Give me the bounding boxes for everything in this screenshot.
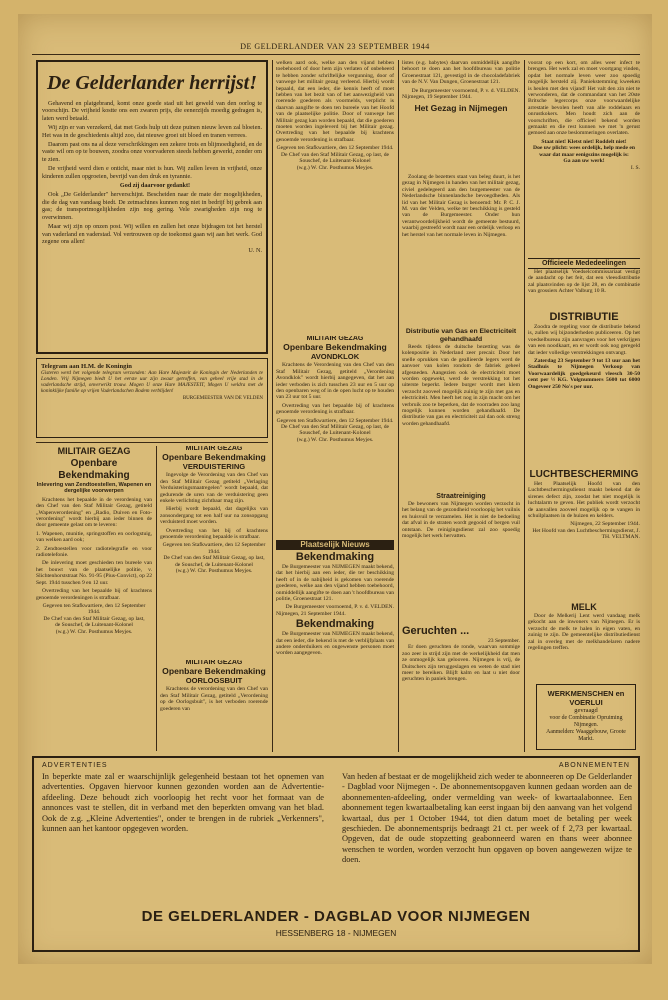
verduistering-rank: de Souschef, de Luitenant-Kolonel	[175, 561, 253, 568]
avondklok-column	[276, 336, 394, 536]
oorlogsbuit-label: MILITAIR GEZAG	[185, 660, 243, 666]
officieel-column	[528, 258, 640, 306]
avondklok-body: Krachtens de Verordening van den Chef van den Staf Militair Gezag, getiteld „Verordening Avondklok" wordt hierbij aangegeven, dat het aan ieder verboden is zich tusschen 23 uur en 5 uur op den openbaren weg of in de open lucht op te houden van 23 uur tot 5 uur.	[276, 362, 394, 401]
plaatselijk-column	[276, 540, 394, 752]
plaatselijk-headline2: Bekendmaking	[295, 618, 375, 631]
lucht-date: Nijmegen, 22 September 1944.	[570, 521, 640, 528]
masthead-rule	[32, 54, 640, 55]
right2-sign: I. S.	[630, 164, 640, 171]
avondklok-sub: AVONDKLOK	[310, 352, 360, 362]
distributie-column	[528, 310, 640, 464]
militair-body: Krachtens het bepaalde in de verordening van den Chef van den Staf Militair Gezag, getiteld „Wapenverordening" en „Radio, Duiven en Foto-verordening" wordt hierbij aan ieder binnen de door gemeente gelast om te leveren:	[36, 496, 152, 529]
telegram-sign: BURGEMEESTER VAN DE VELDEN	[182, 396, 263, 401]
militair-item: 2. Zendtoestellen voor radiotelegrafie en voor radiotelefonie.	[36, 545, 152, 559]
lead-paragraph: Daarom past ons na al deze verschrikkingen een zekere trots en blijmoedigheid, en de vaste wil om op te bouwen, zoodra onze voorvaderen steeds hebben gewerkt, zonder om te zien.	[42, 141, 262, 163]
melk-column	[528, 602, 640, 680]
avondklok-headline: Openbare Bekendmaking	[283, 342, 387, 353]
lucht-body: Het Plaatselijk Hoofd van den Luchtbeschermingsdienst maakt bekend dat de sirenes defect zijn, zoodat het niet mogelijk is luchtalarm te geven. Het publiek wordt verzocht de aanvallen zooveel mogelijk op te vangen in schuilplaatsen in de huizen en kelders.	[528, 481, 640, 520]
verduistering-sub: VERDUISTERING	[182, 462, 246, 472]
oorlogsbuit-body: Krachtens de verordening van den Chef van den Staf Militair Gezag, getiteld „Verordening op de Oorlogsbuit", is het verboden roerende goederen van	[160, 686, 268, 712]
mid-column	[276, 60, 394, 332]
militair-body3: Overtreding van het bepaalde bij of krachtens genoemde verordeningen is strafbaar.	[36, 588, 152, 601]
avondklok-label: MILITAIR GEZAG	[306, 336, 364, 342]
lucht-title: LUCHTBESCHERMING	[529, 469, 639, 480]
militair-name: (w.g.) W. Chr. Posthumus Meyjes.	[55, 628, 133, 635]
gas-column	[402, 328, 520, 488]
right2-column	[528, 60, 640, 254]
right2-quote1: Staat niet! Kletst niet! Roddelt niet!	[541, 138, 627, 145]
oorlogsbuit-sub: OORLOGSBUIT	[185, 676, 243, 686]
lead-body	[42, 100, 262, 255]
militair-body2: De inlevering moet geschieden ten bureele van het bouwt van de plaatselijke politie, v. Slichtenhorststraat No. 91-95 (Pius-Convict), op 22 Sept. 1944 tusschen 9 en 12 uur.	[36, 560, 152, 586]
lead-title: De Gelderlander herrijst!	[47, 72, 257, 94]
mid-body: welken aard ook, welke aan den vijand hebben toebehoord of door hem zijn verlaten of onbeheerd te hebben zonder schriftelijke vergunning, door of vanwege het militair gezag verleend. Hierbij wordt bepaald, dat een ieder, die kennis heeft of moet hebben van het bezit van of het aanwezigheid van roerende goederen als voormelds, verplicht is daarvan aangifte te doen ten bureele van het Hoofd van de plaatselijke politie. Door of vanwege het Militair gezag kan worden bepaald, dat die goederen moeten worden ingeleverd bij het Militair gezag. Overtreding van het bepaalde bij krachtens genoemde verordening is strafbaar.	[276, 60, 394, 143]
verduistering-body3: Overtreding van het bij of krachtens genoemde verordening bepaalde is strafbaar.	[160, 527, 268, 541]
distributie-body2: Zaterdag 23 September 9 tot 13 uur aan het Stadhuis te Nijmegen Verkoop van Voorwaardelijk goedgekeurd vleesch 30-50 cent per ½ KG. Volgnummers 5600 tot 6000 Ongeveer 250 No's per uur.	[528, 358, 640, 390]
abonnementen-text: Van heden af bestaat er de mogelijkheid zich weder te abonneeren op De Gelderlander - Dagblad voor Nijmegen -. De abonnementsopgaven kunnen gedaan worden aan de abonnementen-afdeeling, onder vermelding van week- of kwartaalabonnee. Een abonnement tegen kwartaalbetaling kan eerst ingaan bij den aanvang van het volgend kwartaal, dus per 1 October 1944, tot dien datum moet de betaling per week geschieden. De abonnementsprijs bedraagt 21 ct. per week of f 2,73 per kwartaal. Opgeven, dat de oude stopzetting geabonneerd waren en thans weer abonnee wenschen te worden, worden verzocht hun opgaven op boven aangewezen wijze te doen.	[342, 772, 632, 865]
avondklok-chef: De Chef van den Staf Militair Gezag, op last, de Souschef, de Luitenant-Kolonel	[281, 424, 389, 437]
avondklok-name: (w.g.) W. Chr. Posthumus Meyjes.	[296, 436, 374, 443]
column-divider	[272, 60, 273, 752]
militair-label: MILITAIR GEZAG	[57, 446, 131, 456]
avondklok-given: Gegeven ten Stafkwartiere, den 12 September 1944.	[276, 417, 394, 424]
gezag-column	[402, 174, 520, 324]
verduistering-body2: Hierbij wordt bepaald, dat dagelijks van zonsondergang tot een half uur na zonsopgang verduisterd moet worden.	[160, 506, 268, 526]
lead-article-box	[36, 60, 268, 354]
oorlogsbuit-headline: Openbare Bekendmaking	[162, 666, 266, 677]
footer-title: DE GELDERLANDER - DAGBLAD VOOR NIJMEGEN	[141, 908, 531, 925]
abonnementen-label: ABONNEMENTEN	[558, 762, 630, 769]
militair-gezag-column	[36, 446, 152, 751]
plaatselijk-date: Nijmegen, 21 September 1944.	[276, 610, 346, 617]
mid-given: Gegeven ten Stafkwartiere, den 12 September 1944.	[276, 145, 394, 152]
werk-box	[536, 684, 636, 750]
newspaper-page	[18, 14, 652, 964]
telegram-text: Gisteren werd het volgende telegram verzonden: Aan Hare Majesteit de Koningin der Nederlanden te Londen. Vrij Nijmegen biedt U het eerste uur zijn zwaar getroffen, van geheel vrije stad in de vaderlandsche strijd, onverwrikt trouw. Mogen U onze Hare MAJESTEIT, Mogen U weldra met de koninklijke familie op vrijen Vaderlandschen Bodem verblijden!	[41, 370, 263, 394]
advertenties-box	[32, 756, 640, 952]
straat-column	[402, 492, 520, 618]
lead-paragraph: Ook „De Gelderlander" herverschijnt. Bescheiden naar de mate der mogelijkheden, die de dag van vandaag biedt. De zetmachines kunnen nog niet in bedrijf bij gebrek aan gas; de transportmogelijkheden zijn nog gering. Vele zwarigheden zijn nog te overwinnen.	[42, 191, 262, 221]
right2-quote2: Doe uw plicht: wees ordelijk, help mede en waar dat maar eenigszins mogelijk is:	[533, 145, 635, 158]
verduistering-name: (w.g.) W. Chr. Posthumus Meyjes.	[175, 568, 253, 575]
column-divider	[524, 60, 525, 752]
geruchten-body: Er doen geruchten de ronde, waarvan sommige zoo zeer in strijd zijn met de werkelijkheid dat men ze onmogelijk kan gelooven. Nijmegen is vrij, de Duitschers zijn teruggeslagen en weten de stad niet meer te bereiken. Blijft kalm en laat u niet door geruchten in paniek brengen.	[402, 644, 520, 683]
gezag-body: Zoolang de bezetters staat van beleg duurt, is het gezag in Nijmegen in handen van het militair gezag, civiel gedelegeerd aan den burgemeester van de Nederlandsche binnenlandsche bevoegdheden. Als lid van het Militair Gezag is benoemd: Mr. P. C. J. M. van der Velden, welke ter beschikking is gesteld van de Burgemeester. Onder hun verantwoordelijkheid wordt de gemeente bestuurd, waarbij gestreefd wordt naar een ordelijk verloop en het herstel van het normale leven in Nijmegen.	[402, 174, 520, 238]
lead-paragraph: De vrijheid werd dien e onticht, maar niet is hun. Wij zullen leven in vrijheid, onze kinderen zullen opgroeien, bevrijd van den druk en tyrannie.	[42, 165, 262, 180]
plaatselijk-sign: De Burgemeester voornoemd, P. v. d. VELDEN.	[285, 604, 394, 611]
mid-chef: De Chef van den Staf Militair Gezag, op last, de Souschef, de Luitenant-Kolonel	[281, 151, 389, 165]
melk-title: MELK	[571, 602, 597, 612]
militair-given: Gegeven ten Stafkwartiere, den 12 September 1944.	[42, 602, 146, 616]
lead-paragraph: Maar wij zijn op onzen post. Wij willen en zullen het onze bijdragen tot het herstel van vaderland en vaderstad. Vol vertrouwen op de toekomst gaan wij aan het werk. God zegene ons allen!	[42, 223, 262, 245]
masthead: DE GELDERLANDER VAN 23 SEPTEMBER 1944	[240, 42, 430, 51]
verduistering-column	[160, 446, 268, 656]
right2-quote3: Ga aan uw werk!	[563, 158, 605, 165]
advertenties-label: ADVERTENTIES	[42, 762, 108, 769]
right1-sign: De Burgemeester voornoemd, P. v. d. VELDEN.	[411, 87, 520, 94]
straat-title: Straatreiniging	[436, 493, 486, 500]
werk-title2: gevraagd	[574, 707, 598, 714]
geruchten-title: Geruchten ...	[402, 625, 470, 637]
verduistering-body: Ingevolge de Verordening van den Chef van den Staf Militair Gezag getiteld „Verlaging Verduisteringsmaatregelen" wordt bepaald, dat gedurende de uren van de verduistering geen enkele verlichting zichtbaar mag zijn.	[160, 472, 268, 505]
oorlogsbuit-column	[160, 660, 268, 752]
advertenties-text: In beperkte mate zal er waarschijnlijk gelegenheid bestaan tot het opnemen van advertenties. Opgaven hiervoor kunnen gezonden worden aan de Advertentie-afdeeling. Deze behoudt zich voorloopig het recht voor het formaat van de annonces vast te stellen, dit in verband met den beperkten omvang van het blad. Ook de z.g. „Kleine Advertenties", onder te brengen in de rubriek „Verkenners", kunnen aan het kantoor opgegeven worden.	[42, 772, 324, 834]
officieel-title: Officieele Mededeelingen	[528, 258, 640, 269]
mid-name: (w.g.) W. Chr. Posthumus Meyjes.	[296, 164, 374, 171]
right2-body: voorat op een kort, om alles weer infect te brengen. Het werk zal en moet voortgang vinden, opdat het normale leven weer zoo spoedig mogelijk hersteld zij. Paniekstemming kweeken is heulen met den vijand! Het valt den zin niet te verwonderen, dat de commandant van het 20ste Britsche legercorps onze voorwaardelijke arrestatie bevolen heeft van alle roddelaars en onrustkokers. Men houdt zich aan de voorschriften, die officieel bekend worden gemaakt en die rest kunnen we met 'n gerust gemoed aan onze beslommeringen overlaten.	[528, 60, 640, 137]
verduistering-chef: De Chef van den Staf Militair Gezag, op last,	[163, 555, 265, 562]
right1-column	[402, 60, 520, 170]
militair-rank: de Souschef, de Luitenant-Kolonel	[55, 622, 133, 629]
melk-body: Door de Melkerij Lent werd vandaag melk gekocht aan de inwoners van Nijmegen. Er is verzocht de melk te halen in eigen vaten, en zuinig te zijn. De gemeentelijke distributiedienst zal in overleg met de melkhandelaren nadere regelingen treffen.	[528, 613, 640, 652]
straat-body: De bewoners van Nijmegen worden verzocht in het belang van de gezondheid voorloopig het vuilnis en huisvuil te verzamelen. Het is niet de bedoeling dat afval in de straten wordt gegooid of bergen vuil ontstaan. De reinigingsdienst zal zoo spoedig mogelijk het werk hervatten.	[402, 501, 520, 540]
footer-address: HESSENBERG 18 - NIJMEGEN	[275, 928, 397, 938]
werk-sub2: Aanmelden: Waaggebouw, Groote Markt.	[546, 729, 626, 742]
column-divider	[156, 446, 157, 751]
militair-sub: Inlevering van Zendtoestellen, Wapenen en dergelijke voorwerpen	[36, 482, 152, 495]
section-rule	[36, 442, 268, 443]
verduistering-label: MILITAIR GEZAG	[185, 446, 243, 452]
right1-date: Nijmegen, 19 September 1944.	[402, 94, 472, 101]
militair-headline: Openbare Bekendmaking	[58, 458, 130, 481]
right1-body: listes (e.g. babytes) daarvan onmiddellijk aangifte behoort te doen aan het hoofdbureau van politie Groenestraat 121, gevestigd in de chocoladefabriek van de N.V. Van Dungen, Groenestraat 121.	[402, 60, 520, 86]
verduistering-given: Gegeven ten Stafkwartiere, den 12 September 1944.	[162, 542, 266, 555]
lead-paragraph: Gehavend en platgebrand, komt onze goede stad uit het geweld van den oorlog te voorschijn. De vrijheid kostte ons een zwaren prijs, die eenerzijds moedig gedragen is, laten werd betaald.	[42, 100, 262, 122]
officieel-body: Het plaatselijk Voedselcommissariaat vestigt de aandacht op het feit, dat een vleesdistributie zal plaatsvinden op de lijst 28, en de combinatie van grossiers Achter Valburg 10 R.	[528, 269, 640, 295]
geruchten-date: 23 September.	[487, 638, 520, 644]
distributie-body: Zoodra de regeling voor de distributie bekend is, zullen wij bijzonderheden publiceeren. Op het voedselbureau zijn aanvragen voor het verkrijgen van een noodkaart, en er wordt ook nog geregeld dat ieder volledige verstrekkingen ontvangt.	[528, 324, 640, 356]
geruchten-column	[402, 624, 520, 752]
plaatselijk-headline: Bekendmaking	[295, 551, 375, 563]
plaatselijk-body: De Burgemeester van NIJMEGEN maakt bekend, dat het hierbij aan een ieder, die ter beschikking heeft of in de nabijheid is gekomen van roerende goederen, welke aan den vijand hebben toebehoord, onmiddellijk aangifte te doen aan 't hoofdbureau van politie, Groenestraat 121.	[276, 564, 394, 603]
verduistering-headline: Openbare Bekendmaking	[162, 452, 266, 463]
lead-signature: U. N.	[248, 247, 262, 255]
lead-paragraph: Wij zijn er van verzekerd, dat met Gods hulp uit deze puinen nieuw leven zal bloeien. Het was in de geschiedenis altijd zoo, dat nieuwe groei uit bloed en tranen verrees.	[42, 124, 262, 139]
telegram-box	[36, 358, 268, 438]
lucht-column	[528, 468, 640, 598]
werk-title: WERKMENSCHEN en VOERLUI	[547, 689, 625, 707]
gas-title: Distributie van Gas en Electriciteit gehandhaafd	[405, 328, 517, 343]
gezag-title: Het Gezag in Nijmegen	[414, 103, 508, 114]
militair-chef: De Chef van den Staf Militair Gezag, op last,	[43, 615, 145, 622]
telegram-title: Telegram aan H.M. de Koningin	[41, 363, 132, 370]
gas-body: Reeds tijdens de duitsche bezetting was de kolenpositie in Nederland zeer precair. Door het snelle oprukken van de geallieerde legers werd de aanvoer van kolen rondom de fabriek geheel afgesneden. Aangezien ook de electriciteit moet worden opgewekt, werd de verstrekking tot het uiterste beperkt. Iedere burger wordt met klem verzocht zooveel mogelijk zuinig te zijn met gas en electriciteit. Men heeft het nog in zijn macht om het verbruik zoo te beperken, dat de voorraden zoo lang mogelijk kunnen worden gehandhaafd. De distributie van gas en electriciteit zal dan ook streng worden gehandhaafd.	[402, 344, 520, 427]
distributie-title: DISTRIBUTIE	[549, 311, 619, 323]
plaatselijk-label: Plaatselijk Nieuws	[276, 540, 394, 550]
column-divider	[398, 60, 399, 752]
lucht-sign: Het Hoofd van den Luchtbeschermingsdienst, J. TH. VELTMAN.	[532, 527, 640, 541]
werk-sub: voor de Combinatie Opruiming Nijmegen.	[549, 715, 623, 728]
plaatselijk-body2: De Burgemeester van NIJMEGEN maakt bekend, dat een ieder, die bekend is met de verblijfplaats van andere onderduikers en ongewenste personen moet worden aangegeven.	[276, 631, 394, 657]
avondklok-body2: Overtreding van het bepaalde bij of krachtens genoemde verordening is strafbaar.	[276, 402, 394, 416]
lead-paragraph: God zij daarvoor gedankt!	[119, 182, 191, 190]
militair-item: 1. Wapenen, munitie, springstoffen en oorlogstuig, van welken aard ook;	[36, 530, 152, 544]
